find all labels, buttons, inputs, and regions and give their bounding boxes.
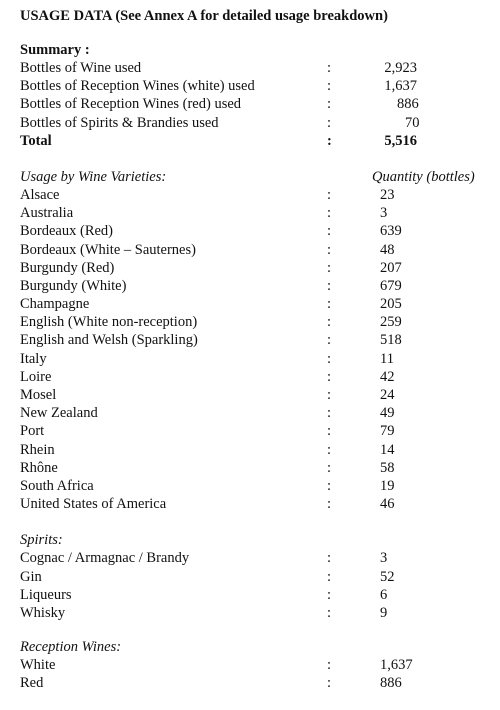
colon-separator: : — [327, 405, 332, 422]
colon-separator: : — [327, 350, 332, 367]
wine-variety-row — [20, 204, 490, 222]
summary-heading: Summary : — [20, 42, 90, 58]
colon-separator: : — [327, 368, 332, 385]
wine-variety-quantity: 207 — [380, 259, 402, 276]
wine-variety-label: Alsace — [20, 186, 60, 203]
wine-variety-row — [20, 495, 490, 513]
colon-separator: : — [327, 604, 332, 621]
colon-separator: : — [327, 296, 332, 313]
wine-variety-quantity: 42 — [380, 368, 395, 385]
wine-variety-row — [20, 222, 490, 240]
wine-variety-quantity: 205 — [380, 296, 402, 313]
colon-separator: : — [327, 441, 332, 458]
spirits-heading — [20, 531, 490, 549]
colon-separator: : — [327, 423, 332, 440]
spirit-quantity: 6 — [380, 586, 388, 603]
document-page — [20, 8, 490, 692]
spirit-row — [20, 604, 490, 622]
summary-row-value: 2,923 — [384, 60, 417, 76]
wine-variety-quantity: 58 — [380, 459, 395, 476]
reception-wine-row — [20, 656, 490, 674]
document-title: USAGE DATA (See Annex A for detailed usage breakdown) — [20, 8, 388, 24]
colon-separator: : — [327, 60, 332, 76]
colon-separator: : — [327, 114, 332, 131]
spirit-row — [20, 586, 490, 604]
wine-variety-quantity: 639 — [380, 223, 402, 240]
summary-row — [20, 77, 490, 95]
spirit-row — [20, 568, 490, 586]
reception-wine-row — [20, 674, 490, 692]
colon-separator: : — [327, 568, 332, 585]
spirit-label: Whisky — [20, 604, 66, 621]
spirit-quantity: 9 — [380, 604, 388, 621]
colon-separator: : — [327, 277, 332, 294]
spirit-quantity: 3 — [380, 550, 388, 567]
wine-variety-quantity: 79 — [380, 423, 395, 440]
spirit-label: Gin — [20, 568, 42, 585]
summary-row-label: Bottles of Spirits & Brandies used — [20, 114, 219, 131]
colon-separator: : — [327, 586, 332, 603]
wine-variety-quantity: 24 — [380, 387, 395, 403]
wine-variety-row — [20, 477, 490, 495]
colon-separator: : — [327, 186, 332, 203]
colon-separator: : — [327, 332, 332, 349]
colon-separator: : — [327, 550, 332, 567]
wine-variety-label: Australia — [20, 205, 74, 222]
wine-variety-label: United States of America — [20, 496, 167, 513]
wine-variety-row — [20, 404, 490, 422]
wine-variety-label: Loire — [20, 368, 52, 385]
wine-variety-quantity: 3 — [380, 205, 388, 222]
colon-separator: : — [327, 241, 332, 258]
colon-separator: : — [327, 96, 332, 113]
wine-variety-row — [20, 241, 490, 259]
summary-total-row — [20, 132, 490, 150]
colon-separator: : — [327, 259, 332, 276]
spirit-label: Cognac / Armagnac / Brandy — [20, 550, 190, 567]
quantity-column-heading: Quantity (bottles) — [372, 168, 475, 185]
wine-variety-quantity: 679 — [380, 277, 402, 294]
wine-variety-label: Rhein — [20, 441, 55, 458]
wine-variety-label: Burgundy (Red) — [20, 259, 115, 276]
wine-variety-row — [20, 386, 490, 404]
wine-variety-quantity: 19 — [380, 477, 395, 494]
summary-row-label: Bottles of Reception Wines (white) used — [20, 78, 255, 95]
reception-wine-quantity: 886 — [380, 675, 402, 692]
wine-variety-label: Bordeaux (White – Sauternes) — [20, 241, 196, 258]
summary-row-value: 70 — [405, 114, 420, 131]
colon-separator: : — [327, 496, 332, 513]
reception-wines-heading — [20, 638, 490, 656]
wine-variety-row — [20, 259, 490, 277]
reception-wines-heading-label: Reception Wines: — [20, 639, 122, 656]
colon-separator: : — [327, 205, 332, 222]
wine-variety-label: South Africa — [20, 477, 94, 494]
reception-wine-label: White — [20, 657, 56, 674]
wine-variety-quantity: 518 — [380, 332, 402, 349]
summary-row-label: Bottles of Reception Wines (red) used — [20, 96, 242, 113]
summary-row — [20, 114, 490, 132]
wine-variety-row — [20, 441, 490, 459]
wine-variety-row — [20, 277, 490, 295]
wine-variety-row — [20, 459, 490, 477]
summary-row-value: 886 — [397, 96, 419, 113]
wine-variety-quantity: 49 — [380, 405, 395, 422]
wine-variety-quantity: 14 — [380, 441, 395, 458]
summary-row — [20, 95, 490, 113]
spirit-quantity: 52 — [380, 568, 395, 585]
wine-variety-label: Bordeaux (Red) — [20, 223, 114, 240]
wine-variety-row — [20, 313, 490, 331]
wine-variety-label: Champagne — [20, 296, 90, 313]
summary-row-value: 1,637 — [384, 78, 417, 95]
reception-wine-quantity: 1,637 — [380, 657, 413, 674]
summary-row — [20, 59, 490, 77]
summary-row-label: Bottles of Wine used — [20, 60, 142, 76]
colon-separator: : — [327, 314, 332, 331]
wine-variety-quantity: 259 — [380, 314, 402, 331]
colon-separator: : — [327, 78, 332, 95]
wine-variety-label: Mosel — [20, 387, 57, 403]
spirit-row — [20, 549, 490, 567]
colon-separator: : — [327, 132, 332, 149]
wine-variety-quantity: 48 — [380, 241, 395, 258]
wine-variety-label: New Zealand — [20, 405, 98, 422]
wine-variety-quantity: 23 — [380, 186, 395, 203]
wine-variety-label: English (White non-reception) — [20, 314, 198, 331]
wine-variety-label: Rhône — [20, 459, 58, 476]
spirit-label: Liqueurs — [20, 586, 72, 603]
wine-variety-row — [20, 350, 490, 368]
wine-variety-label: Port — [20, 423, 45, 440]
summary-total-value: 5,516 — [384, 132, 417, 149]
reception-wine-label: Red — [20, 675, 44, 692]
colon-separator: : — [327, 675, 332, 692]
wine-variety-row — [20, 331, 490, 349]
colon-separator: : — [327, 657, 332, 674]
wine-variety-row — [20, 368, 490, 386]
colon-separator: : — [327, 477, 332, 494]
wine-variety-label: Burgundy (White) — [20, 277, 127, 294]
colon-separator: : — [327, 223, 332, 240]
wine-variety-label: Italy — [20, 350, 47, 367]
wine-variety-row — [20, 422, 490, 440]
wine-variety-quantity: 46 — [380, 496, 395, 513]
colon-separator: : — [327, 387, 332, 403]
colon-separator: : — [327, 459, 332, 476]
spirits-heading-label: Spirits: — [20, 532, 63, 549]
wine-variety-row — [20, 295, 490, 313]
wine-varieties-heading — [20, 168, 490, 186]
wine-variety-label: English and Welsh (Sparkling) — [20, 332, 198, 349]
wine-varieties-heading-label: Usage by Wine Varieties: — [20, 168, 167, 185]
wine-variety-row — [20, 186, 490, 204]
summary-total-label: Total — [20, 132, 52, 149]
wine-variety-quantity: 11 — [380, 350, 394, 367]
